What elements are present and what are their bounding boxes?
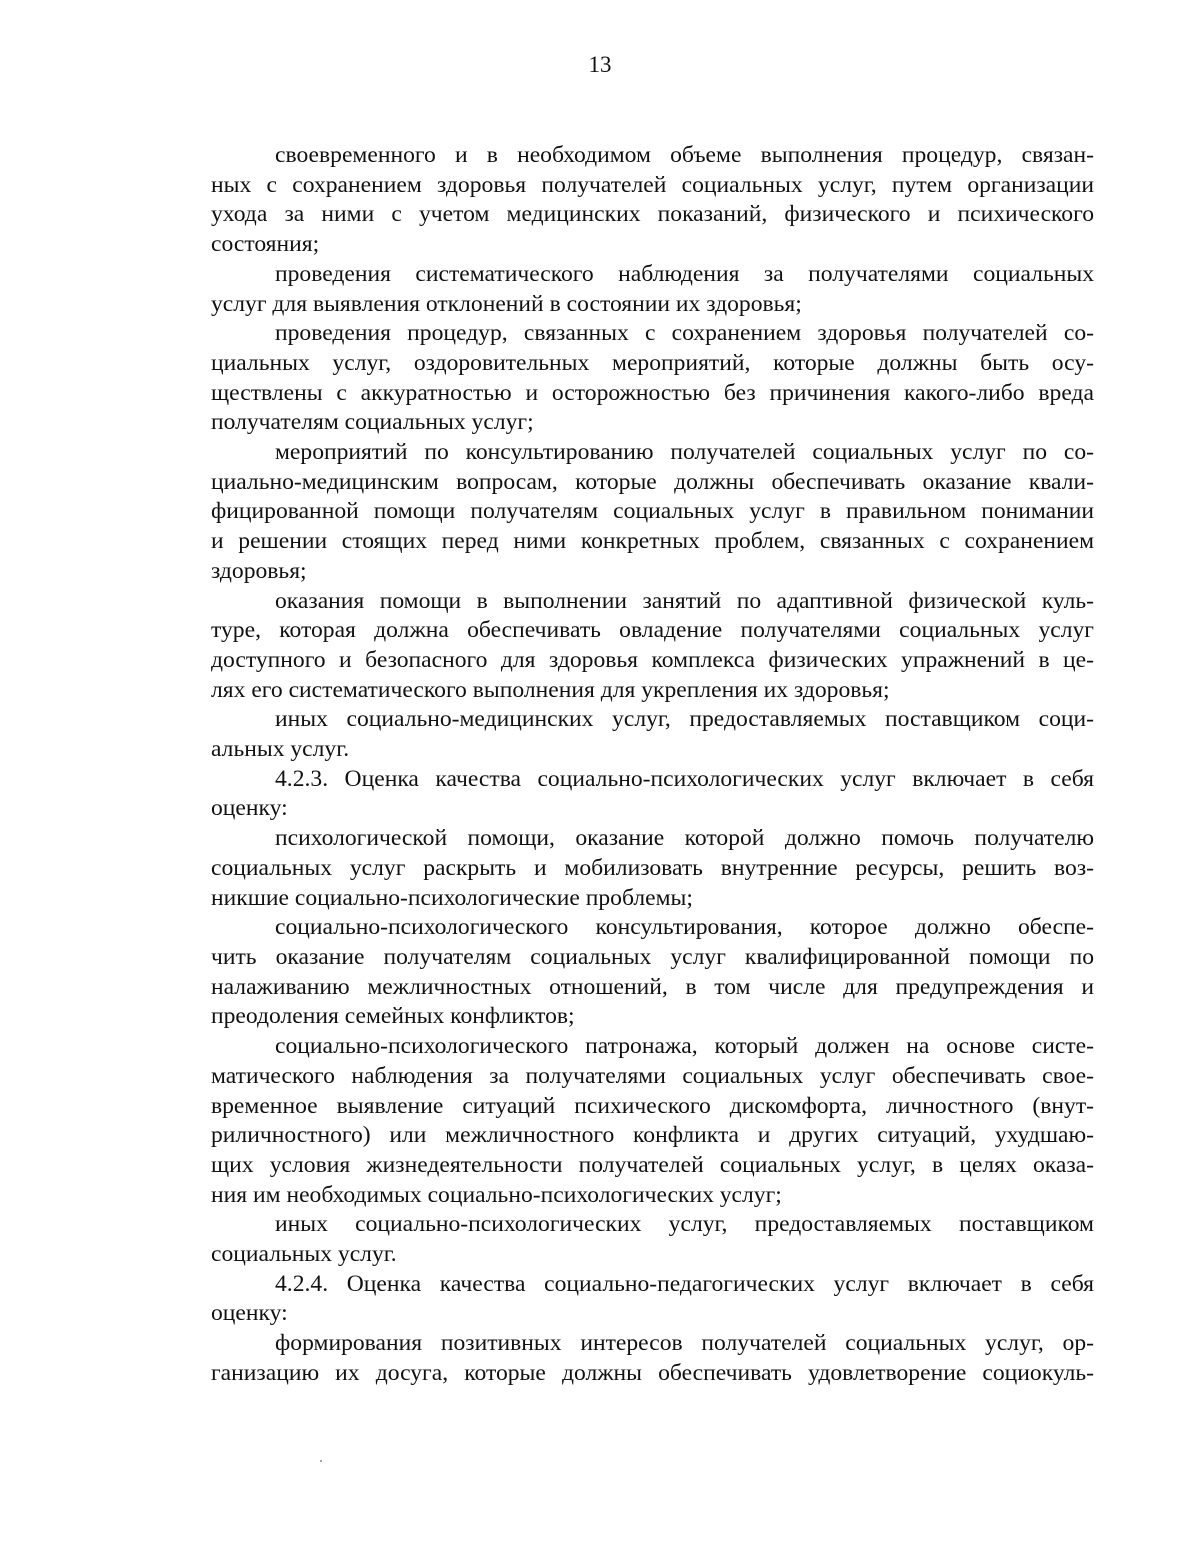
text-line: лях его систематического выполнения для укрепления их здоровья; — [211, 676, 890, 703]
text-line: фицированной помощи получателям социальных услуг в правильном понимании — [211, 498, 1094, 525]
text-line: 4.2.3. Оценка качества социально-психологических услуг включает в себя — [275, 765, 1094, 792]
text-line: проведения процедур, связанных с сохранением здоровья получателей со- — [275, 320, 1094, 347]
text-line: циальных услуг, оздоровительных мероприятий, которые должны быть осу- — [211, 349, 1094, 376]
text-line: ществлены с аккуратностью и осторожностью без причинения какого-либо вреда — [211, 379, 1094, 406]
paragraph-health-procedures — [211, 319, 1094, 438]
text-line: оценку: — [211, 1300, 288, 1327]
text-line: ния им необходимых социально-психологических услуг; — [211, 1181, 782, 1208]
paragraph-systematic-observation — [211, 260, 1094, 319]
paragraph-adaptive-physical-culture — [211, 587, 1094, 706]
paragraph-other-psychological-services — [211, 1210, 1094, 1269]
paragraph-other-medical-services — [211, 705, 1094, 764]
text-line: психологической помощи, оказание которой должно помочь получателю — [275, 825, 1094, 852]
text-line: преодоления семейных конфликтов; — [211, 1003, 575, 1030]
text-line: ных с сохранением здоровья получателей социальных услуг, путем организации — [211, 171, 1094, 198]
paragraph-medical-procedures — [211, 141, 1094, 260]
text-line: социально-психологического патронажа, который должен на основе систе- — [275, 1033, 1094, 1060]
text-line: доступного и безопасного для здоровья комплекса физических упражнений в це- — [211, 646, 1094, 673]
text-line: услуг для выявления отклонений в состоянии их здоровья; — [211, 290, 802, 317]
scan-artifact — [320, 1460, 322, 1462]
text-line: временное выявление ситуаций психического дискомфорта, личностного (внут- — [211, 1092, 1094, 1119]
text-line: оценку: — [211, 795, 288, 822]
paragraph-positive-interests — [211, 1329, 1094, 1388]
text-line: своевременного и в необходимом объеме выполнения процедур, связан- — [275, 142, 1094, 168]
text-line: состояния; — [211, 231, 320, 258]
text-line: никшие социально-психологические проблемы; — [211, 884, 693, 911]
text-line: щих условия жизнедеятельности получателей социальных услуг, в целях оказа- — [211, 1151, 1094, 1178]
text-line: получателям социальных услуг; — [211, 409, 534, 436]
page-number: 13 — [588, 52, 612, 77]
text-line: туре, которая должна обеспечивать овладение получателями социальных услуг — [211, 617, 1094, 644]
text-line: иных социально-психологических услуг, предоставляемых поставщиком — [275, 1211, 1094, 1238]
text-line: социальных услуг. — [211, 1241, 397, 1268]
text-line: формирования позитивных интересов получателей социальных услуг, ор- — [275, 1330, 1094, 1357]
text-line: мероприятий по консультированию получателей социальных услуг по со- — [275, 439, 1094, 466]
text-line: циально-медицинским вопросам, которые должны обеспечивать оказание квали- — [211, 468, 1094, 495]
paragraph-medical-consulting — [211, 438, 1094, 587]
text-line: налаживанию межличностных отношений, в том числе для предупреждения и — [211, 973, 1094, 1000]
text-line: альных услуг. — [211, 736, 350, 763]
text-line: ухода за ними с учетом медицинских показаний, физического и психического — [211, 201, 1094, 228]
text-line: риличностного) или межличностного конфликта и других ситуаций, ухудшаю- — [211, 1122, 1094, 1149]
text-line: здоровья; — [211, 557, 307, 584]
text-line: матического наблюдения за получателями социальных услуг обеспечивать свое- — [211, 1062, 1094, 1089]
section-4-2-4 — [211, 1270, 1094, 1329]
text-line: оказания помощи в выполнении занятий по адаптивной физической куль- — [275, 587, 1094, 614]
text-line: социально-психологического консультирования, которое должно обеспе- — [275, 914, 1094, 941]
text-line: 4.2.4. Оценка качества социально-педагогических услуг включает в себя — [275, 1270, 1094, 1297]
document-body — [211, 141, 1094, 1389]
text-line: социальных услуг раскрыть и мобилизовать внутренние ресурсы, решить воз- — [211, 854, 1094, 881]
text-line: иных социально-медицинских услуг, предоставляемых поставщиком соци- — [275, 706, 1094, 733]
text-line: чить оказание получателям социальных услуг квалифицированной помощи по — [211, 943, 1094, 970]
paragraph-psychological-help — [211, 824, 1094, 913]
text-line: и решении стоящих перед ними конкретных проблем, связанных с сохранением — [211, 528, 1094, 555]
section-4-2-3 — [211, 765, 1094, 824]
text-line: ганизацию их досуга, которые должны обеспечивать удовлетворение социокуль- — [211, 1359, 1094, 1386]
paragraph-psychological-patronage — [211, 1032, 1094, 1210]
text-line: проведения систематического наблюдения за получателями социальных — [275, 260, 1094, 287]
paragraph-psychological-consulting — [211, 913, 1094, 1032]
